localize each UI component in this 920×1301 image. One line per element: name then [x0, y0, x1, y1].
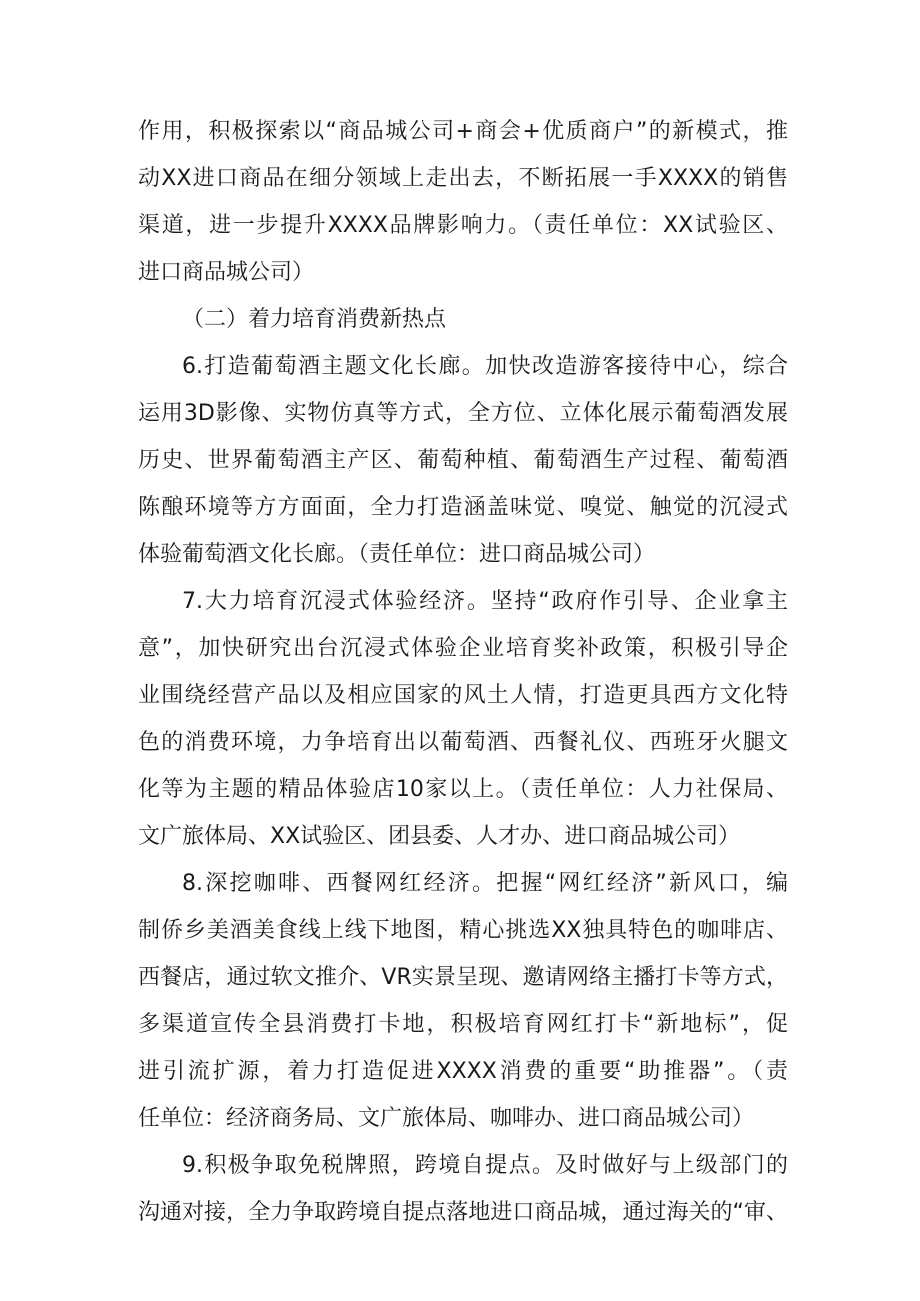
text-line: 制侨乡美酒美食线上线下地图，精心挑选XX独具特色的咖啡店、 [138, 918, 788, 943]
text-line: 多渠道宣传全县消费打卡地，积极培育网红打卡“新地标”，促 [138, 1012, 788, 1037]
text-line: 文广旅体局、XX试验区、团县委、人才办、进口商品城公司） [138, 824, 741, 849]
text-line: 6.打造葡萄酒主题文化长廊。加快改造游客接待中心，综合 [182, 354, 788, 379]
text-line: 8.深挖咖啡、西餐网红经济。把握“网红经济”新风口，编 [182, 871, 788, 896]
text-line: 体验葡萄酒文化长廊。（责任单位：进口商品城公司） [138, 542, 656, 567]
text-line: 7.大力培育沉浸式体验经济。坚持“政府作引导、企业拿主 [182, 589, 788, 614]
text-line: 意”，加快研究出台沉浸式体验企业培育奖补政策，积极引导企 [138, 636, 788, 661]
text-line: 进口商品城公司） [138, 260, 315, 285]
text-line: 业围绕经营产品以及相应国家的风土人情，打造更具西方文化特 [138, 683, 788, 708]
text-line: 进引流扩源，着力打造促进XXXX消费的重要“助推器”。（责 [138, 1059, 788, 1084]
section-heading: （二）着力培育消费新热点 [182, 307, 447, 332]
text-line: 动XX进口商品在细分领域上走出去，不断拓展一手XXXX的销售 [138, 166, 788, 191]
text-line: 作用，积极探索以“商品城公司+商会+优质商户”的新模式，推 [138, 119, 788, 144]
text-line: 运用3D影像、实物仿真等方式，全方位、立体化展示葡萄酒发展 [138, 401, 788, 426]
text-line: 化等为主题的精品体验店10家以上。（责任单位：人力社保局、 [138, 777, 788, 802]
text-line: 历史、世界葡萄酒主产区、葡萄种植、葡萄酒生产过程、葡萄酒 [138, 448, 788, 473]
text-line: 任单位：经济商务局、文广旅体局、咖啡办、进口商品城公司） [138, 1106, 755, 1131]
text-line: 沟通对接，全力争取跨境自提点落地进口商品城，通过海关的“审、 [138, 1200, 788, 1225]
text-line: 陈酿环境等方方面面，全力打造涵盖味觉、嗅觉、触觉的沉浸式 [138, 495, 788, 520]
text-line: 色的消费环境，力争培育出以葡萄酒、西餐礼仪、西班牙火腿文 [138, 730, 788, 755]
text-line: 渠道，进一步提升XXXX品牌影响力。（责任单位：XX试验区、 [138, 213, 788, 238]
text-line: 西餐店，通过软文推介、VR实景呈现、邀请网络主播打卡等方式， [138, 965, 788, 990]
text-line: 9.积极争取免税牌照，跨境自提点。及时做好与上级部门的 [182, 1153, 788, 1178]
